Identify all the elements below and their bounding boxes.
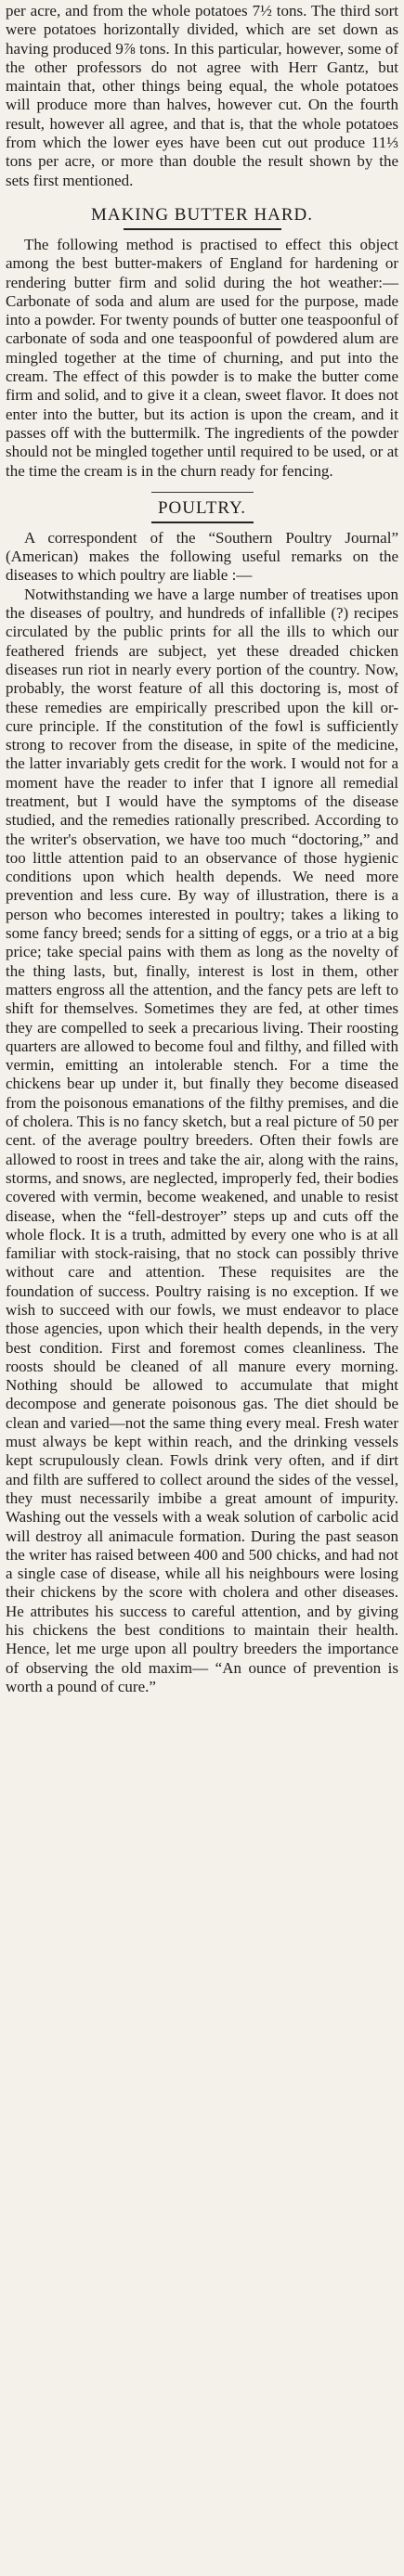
poultry-intro-paragraph: A correspondent of the “Southern Poultry Journal” (American) makes the following useful remarks on the diseases to which poultry are liable :—: [6, 528, 398, 585]
newspaper-column: [6, 2, 398, 1696]
heading-underline: [124, 228, 281, 230]
section-divider: [151, 492, 254, 493]
continued-paragraph: per acre, and from the whole potatoes 7½ tons. The third sort were potatoes horizontally divided, which are set down as having produced 9⅞ tons. In this particular, however, some of the other professors do not agree with Herr Gantz, but maintain that, other things being equal, the whole potatoes will produce more than halves, however cut. On the fourth result, however all agree, and that is, that the whole potatoes from which the lower eyes have been cut out produce 11⅓ tons per acre, or more than double the result shown by the sets first mentioned.: [6, 2, 398, 189]
poultry-heading-text: POULTRY.: [157, 497, 247, 518]
butter-article-heading: [6, 205, 398, 230]
poultry-article-heading: [6, 498, 398, 523]
butter-heading-text: MAKING BUTTER HARD.: [90, 204, 314, 225]
poultry-body-paragraph: Notwithstanding we have a large number of treatises upon the diseases of poultry, and hundreds of infallible (?) recipes circulated by the public prints for all the ills to which our feathered friends are subject, yet these dreaded chicken diseases run riot in nearly every portion of the country. Now, probably, the worst feature of all this doctoring is, most of these remedies are empirically prescribed upon the kill or-cure principle. If the constitution of the fowl is sufficiently strong to recover from the disease, in spite of the medicine, the latter invariably gets credit for the work. I would not for a moment have the reader to infer that I ignore all remedial treatment, but I would have the symptoms of the disease studied, and the remedies rationally prescribed. According to the writer's observation, we have too much “doctoring,” and too little attention paid to an observance of those hygienic conditions upon which health depends. We need more prevention and less cure. By way of illustration, there is a person who becomes interested in poultry; takes a liking to some fancy breed; sends for a sitting of eggs, or a trio at a big price; take special pains with them as long as the novelty of the thing lasts, but, finally, interest is lost in them, other matters engross all the attention, and the fancy pets are left to shift for themselves. Sometimes they are fed, at other times they are compelled to seek a precarious living. Their roosting quarters are allowed to become foul and filthy, and filled with vermin, emitting an intolerable stench. For a time the chickens bear up under it, but finally they become diseased from the poisonous emanations of the filthy premises, and die of cholera. This is no fancy sketch, but a real picture of 50 per cent. of the average poultry breeders. Often their fowls are allowed to roost in trees and take the air, along with the rains, storms, and snows, are neglected, improperly fed, their bodies covered with vermin, become weakened, and unable to resist disease, when the “fell-destroyer” steps up and cuts off the whole flock. It is a truth, admitted by every one who is at all familiar with stock-raising, that no stock can possibly thrive without care and attention. These requisites are the foundation of success. Poultry raising is no exception. If we wish to succeed with our fowls, we must endeavor to place those agencies, upon which their health depends, in the very best condition. First and foremost comes cleanliness. The roosts should be cleaned of all manure every morning. Nothing should be allowed to accumulate that might decompose and generate poisonous gas. The diet should be clean and varied—not the same thing every meal. Fresh water must always be kept within reach, and the drinking vessels kept scrupulously clean. Fowls drink very often, and if dirt and filth are suffered to collect around the sides of the vessel, they must necessarily imbibe a great amount of impurity. Washing out the vessels with a weak solution of carbolic acid will destroy all animacule formation. During the past season the writer has raised between 400 and 500 chicks, and had not a single case of disease, while all his neighbours were losing their chickens by the score with cholera and other diseases. He attributes his success to careful attention, and by giving his chickens the best conditions to maintain their health. Hence, let me urge upon all poultry breeders the importance of observing the old maxim— “An ounce of prevention is worth a pound of cure.”: [6, 585, 398, 1695]
butter-paragraph: The following method is practised to effect this object among the best butter-makers of England for hardening or rendering butter firm and solid during the hot weather:— Carbonate of soda and alum are used for the purpose, made into a powder. For twenty pounds of butter one teaspoonful of carbonate of soda and one teaspoonful of powdered alum are mingled together at the time of churning, and put into the cream. The effect of this powder is to make the butter come firm and solid, and to give it a clean, sweet flavor. It does not enter into the butter, but its action is upon the cream, and it passes off with the buttermilk. The ingredients of the powder should not be mingled together until required to be used, or at the time the cream is in the churn ready for fencing.: [6, 235, 398, 480]
heading-underline: [151, 522, 254, 523]
